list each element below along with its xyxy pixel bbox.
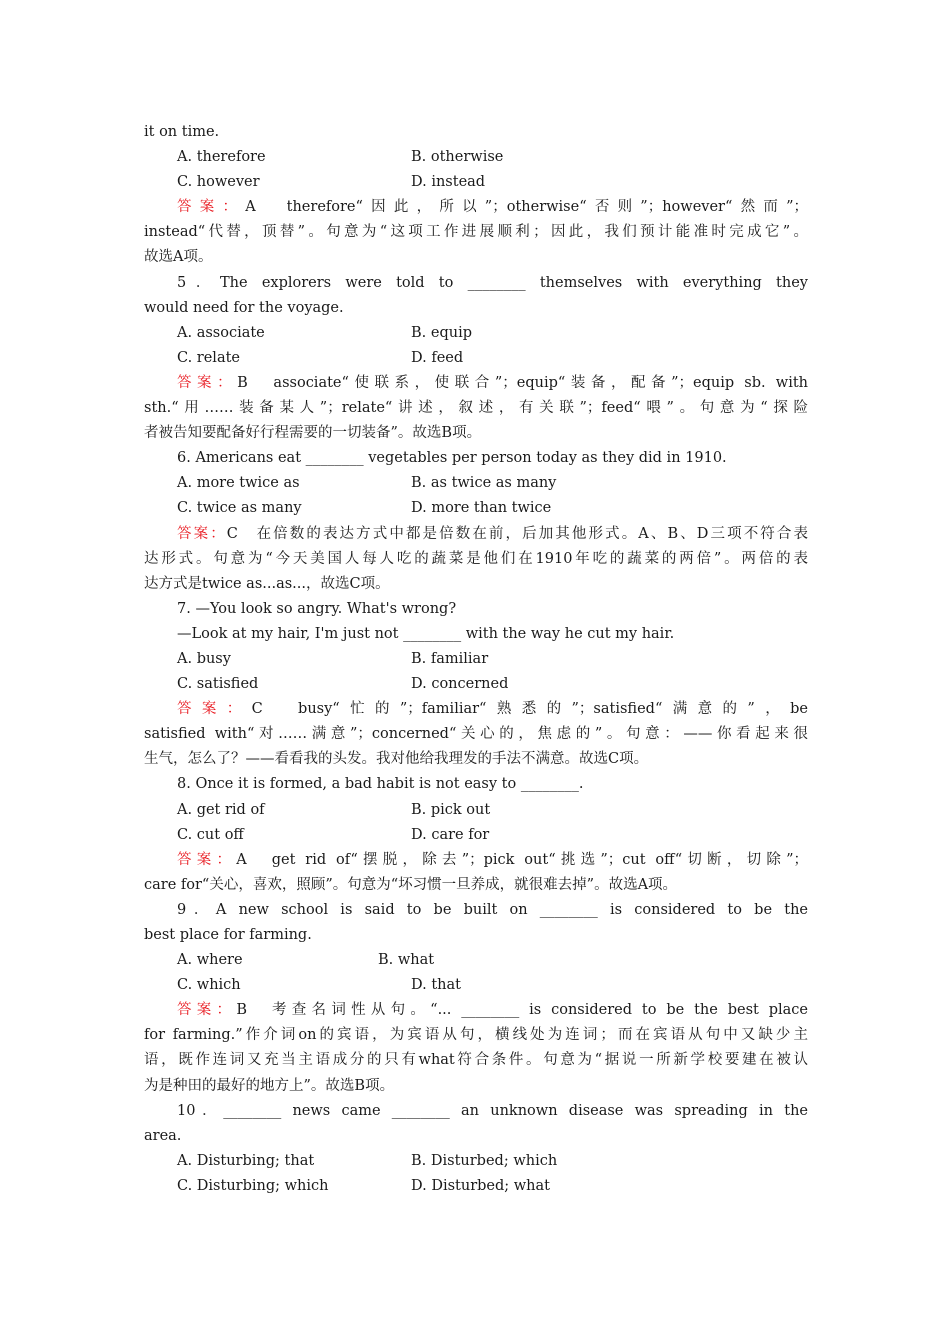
question-6-options-row-2 (144, 496, 808, 521)
question-7-stem-line-2: —Look at my hair, I'm just not ________ with the way he cut my hair. (177, 625, 675, 642)
question-5-answer-line-2: sth.“用……装备某人”；relate“讲述，叙述，有关联”；feed“喂”。句意为“探险 (144, 400, 808, 417)
option-c: C. however (177, 174, 260, 191)
option-c: C. Disturbing; which (177, 1177, 329, 1194)
question-4-options-row-1 (144, 145, 808, 170)
question-5-answer-line-3: 者被告知要配备好行程需要的一切装备”。故选B项。 (144, 425, 482, 442)
option-d: D. concerned (411, 676, 509, 693)
answer-text: B associate“使联系，使联合”；equip“装备，配备”；equip sb. with (237, 374, 809, 391)
question-9-stem-line-1: 9．A new school is said to be built on ________ is considered to be the (177, 901, 808, 918)
option-a: A. more twice as (177, 475, 300, 492)
answer-label: 答案： (177, 525, 227, 542)
answer-label: 答案： (177, 374, 238, 391)
document-page (144, 120, 808, 1199)
answer-label: 答案： (177, 851, 237, 868)
question-9-answer-line-3: 语，既作连词又充当主语成分的只有what符合条件。句意为“据说一所新学校要建在被认 (144, 1052, 808, 1069)
question-6-answer-line-2: 达形式。句意为“今天美国人每人吃的蔬菜是他们在1910年吃的蔬菜的两倍”。两倍的表 (144, 550, 808, 567)
option-a: A. where (177, 952, 243, 969)
question-4-stem-tail: it on time. (144, 124, 220, 140)
question-5-answer-line-1 (144, 371, 808, 396)
option-d: D. feed (411, 349, 464, 366)
option-c: C. cut off (177, 826, 244, 843)
option-d: D. Disturbed; what (411, 1177, 550, 1194)
option-a: A. associate (177, 324, 265, 341)
option-a: A. busy (177, 650, 231, 667)
question-9-options-row-1 (144, 948, 808, 973)
option-b: B. familiar (411, 650, 489, 667)
question-10-stem-line-2: area. (144, 1127, 182, 1144)
option-b: B. what (378, 952, 435, 969)
question-7-answer-line-3: 生气，怎么了？——看看我的头发。我对他给我理发的手法不满意。故选C项。 (144, 751, 649, 768)
answer-text: C 在倍数的表达方式中都是倍数在前，后加其他形式。A、B、D三项不符合表 (226, 525, 808, 542)
answer-text: A get rid of“摆脱，除去”；pick out“挑选”；cut off“切断，切除”； (236, 851, 809, 868)
option-b: B. equip (411, 324, 472, 341)
option-c: C. which (177, 977, 241, 994)
option-c: C. relate (177, 349, 240, 366)
answer-label: 答案： (177, 199, 246, 216)
question-9-answer-line-2: for farming.”作介词on的宾语，为宾语从句，横线处为连词；而在宾语从句中又缺少主 (144, 1027, 808, 1044)
option-a: A. therefore (177, 149, 266, 166)
question-6-answer-line-1 (144, 522, 808, 547)
option-b: B. otherwise (411, 149, 504, 166)
option-b: B. pick out (411, 801, 491, 818)
question-4-options-row-2 (144, 170, 808, 195)
question-9-answer-line-4: 为是种田的最好的地方上”。故选B项。 (144, 1077, 395, 1094)
option-c: C. satisfied (177, 676, 259, 693)
answer-label: 答案： (177, 1002, 237, 1019)
question-5-options-row-2 (144, 346, 808, 371)
question-6-answer-line-3: 达方式是twice as...as...，故选C项。 (144, 575, 390, 592)
option-a: A. Disturbing; that (177, 1152, 315, 1169)
question-4-answer-line-1 (144, 195, 808, 220)
question-6-options-row-1 (144, 471, 808, 496)
question-6-stem-line-1: 6. Americans eat ________ vegetables per person today as they did in 1910. (177, 450, 727, 467)
question-10-stem-line-1: 10．________ news came ________ an unknown disease was spreading in the (177, 1102, 808, 1119)
question-5-stem-line-1: 5．The explorers were told to ________ themselves with everything they (177, 274, 808, 291)
option-d: D. care for (411, 826, 490, 843)
question-7-answer-line-1 (144, 697, 808, 722)
question-10-options-row-2 (144, 1174, 808, 1199)
question-7-options-row-2 (144, 672, 808, 697)
question-9-stem-line-2: best place for farming. (144, 927, 312, 943)
question-8-answer-line-1 (144, 848, 808, 873)
option-b: B. as twice as many (411, 475, 557, 492)
question-8-answer-line-2: care for“关心，喜欢，照顾”。句意为“坏习惯一旦养成，就很难去掉”。故选A项。 (144, 876, 678, 893)
answer-text: C busy“忙的”；familiar“熟悉的”；satisfied“满意的”，be (251, 701, 808, 718)
option-b: B. Disturbed; which (411, 1152, 558, 1169)
question-4-answer-line-2: instead“代替，顶替”。句意为“这项工作进展顺利；因此，我们预计能准时完成它”。 (144, 224, 808, 241)
question-10-options-row-1 (144, 1149, 808, 1174)
question-4-answer-line-3: 故选A项。 (144, 249, 213, 266)
question-5-stem-line-2: would need for the voyage. (144, 299, 344, 316)
question-7-answer-line-2: satisfied with“对……满意”；concerned“关心的，焦虑的”。句意：——你看起来很 (144, 726, 808, 743)
answer-label: 答案： (177, 701, 252, 718)
option-c: C. twice as many (177, 500, 302, 517)
option-d: D. that (411, 977, 461, 994)
question-7-stem-line-1: 7. —You look so angry. What's wrong? (177, 600, 457, 617)
option-a: A. get rid of (177, 801, 265, 818)
option-d: D. instead (411, 174, 486, 191)
answer-text: B 考查名词性从句。“... ________ is considered to be the best place (236, 1002, 808, 1019)
question-8-stem-line-1: 8. Once it is formed, a bad habit is not easy to ________. (177, 776, 584, 793)
answer-text: A therefore“因此，所以”；otherwise“否则”；however“然而”； (245, 199, 809, 216)
question-9-answer-line-1 (144, 998, 808, 1023)
option-d: D. more than twice (411, 500, 552, 517)
question-8-options-row-2 (144, 823, 808, 848)
question-5-options-row-1 (144, 321, 808, 346)
question-8-options-row-1 (144, 798, 808, 823)
question-9-options-row-2 (144, 973, 808, 998)
question-7-options-row-1 (144, 647, 808, 672)
